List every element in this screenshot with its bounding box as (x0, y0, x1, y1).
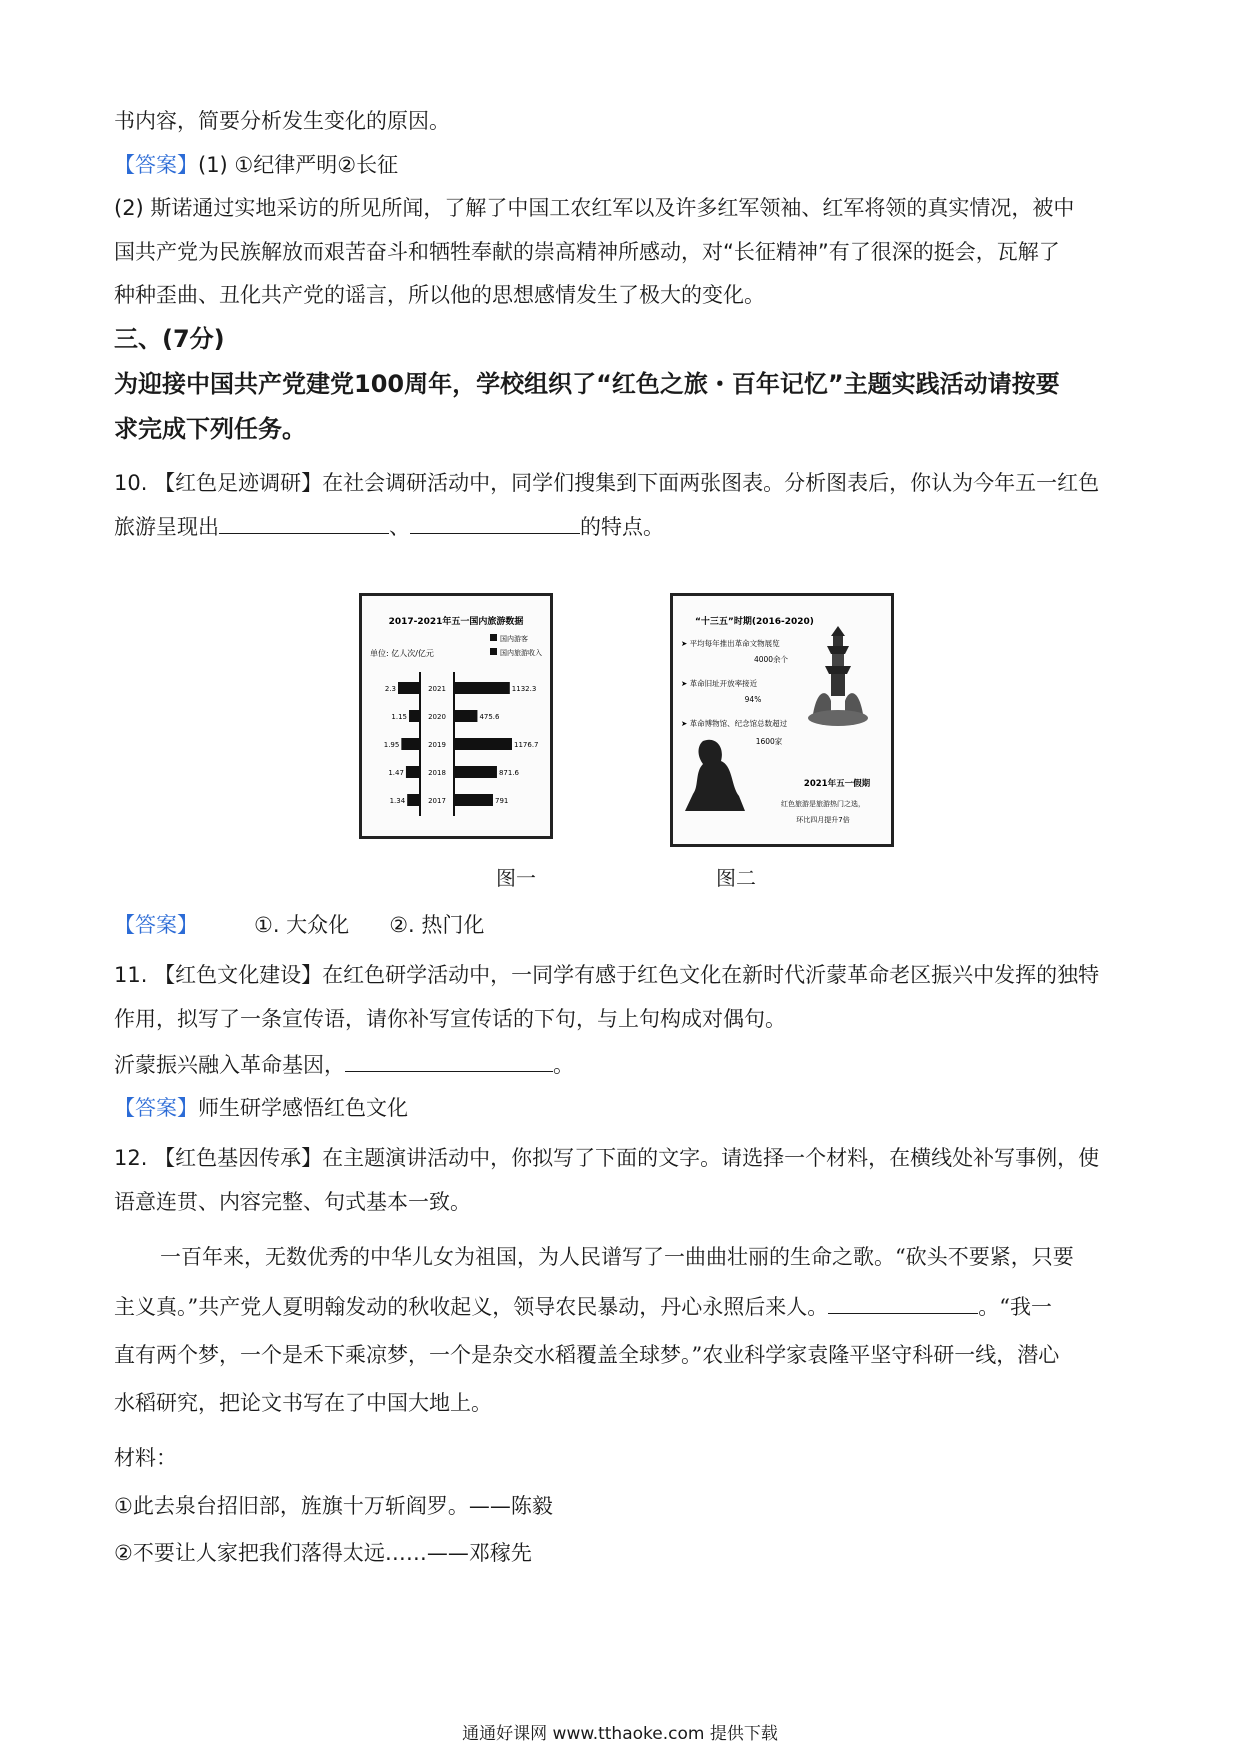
bar-income-2018 (454, 766, 497, 778)
chart-title: 2017-2021年五一国内旅游数据 (388, 617, 524, 627)
poster-text: 红色旅游是旅游热门之选， (781, 800, 865, 808)
figure-two-poster (673, 596, 891, 844)
material-item: ①此去泉台招旧部，旌旗十万斩阎罗。——陈毅 (114, 1494, 553, 1518)
passage-line: 直有两个梦，一个是禾下乘凉梦，一个是杂交水稻覆盖全球梦。”农业科学家袁隆平坚守科研一线，潜心 (114, 1343, 1060, 1367)
legend-swatch (490, 648, 497, 655)
figure-caption: 图二 (716, 866, 756, 890)
question-text: 、 (389, 515, 410, 539)
value-label-income: 871.6 (498, 769, 520, 777)
material-label: 材料： (114, 1446, 177, 1470)
poster-item: 1600家 (755, 737, 783, 746)
bar-visitors-2019 (401, 738, 420, 750)
poster-item: 4000余个 (753, 655, 789, 664)
passage-line (114, 1291, 1052, 1322)
bar-visitors-2017 (407, 794, 420, 806)
question-10: 10. 【红色足迹调研】在社会调研活动中，同学们搜集到下面两张图表。分析图表后，你认为今年五一红色 (114, 471, 1100, 495)
answer-text: ②. 热门化 (389, 913, 485, 937)
answer-line (114, 150, 398, 180)
figure-caption: 图一 (496, 866, 536, 890)
bar-income-2019 (454, 738, 512, 750)
pagoda-illustration (808, 626, 868, 726)
text-line: (2) 斯诺通过实地采访的所见所闻，了解了中国工农红军以及许多红军领袖、红军将领的真实情况，被中 (114, 196, 1075, 220)
text-line: 种种歪曲、丑化共产党的谣言，所以他的思想感情发生了极大的变化。 (114, 283, 765, 307)
answer-blank[interactable] (345, 1049, 553, 1072)
poster-item: ➤ 平均每年推出革命文物展览 (681, 639, 780, 648)
category-label: 2020 (428, 713, 446, 721)
answer-blank[interactable] (219, 511, 389, 534)
monument-illustration (685, 740, 745, 811)
section-intro: 为迎接中国共产党建党100周年，学校组织了“红色之旅・百年记忆”主题实践活动请按要 (114, 370, 1060, 398)
footer: 通通好课网 www.tthaoke.com 提供下载 (462, 1724, 778, 1744)
question-11-cont (114, 1049, 574, 1080)
poster-text: 环比四月提升7倍 (796, 816, 850, 824)
poster-title: “十三五”时期(2016-2020) (695, 617, 814, 627)
bar-income-2021 (454, 682, 510, 694)
legend-label: 国内旅游收入 (500, 649, 542, 657)
value-label-income: 1132.3 (511, 685, 537, 693)
passage-line: 水稻研究，把论文书写在了中国大地上。 (114, 1391, 492, 1415)
value-label-income: 791 (494, 797, 509, 805)
question-10-cont (114, 511, 664, 542)
value-label-visitors: 1.15 (391, 713, 407, 721)
value-label-visitors: 1.34 (389, 797, 406, 805)
text-line: 国共产党为民族解放而艰苦奋斗和牺牲奉献的崇高精神所感动，对“长征精神”有了很深的挺会，瓦解了 (114, 240, 1060, 264)
legend-label: 国内游客 (500, 635, 528, 643)
category-label: 2017 (428, 797, 446, 805)
question-text: 沂蒙振兴融入革命基因， (114, 1053, 345, 1077)
section-intro: 求完成下列任务。 (114, 415, 306, 443)
question-text: 的特点。 (580, 515, 664, 539)
legend-swatch (490, 634, 497, 641)
answer-text: 师生研学感悟红色文化 (198, 1096, 408, 1120)
category-label: 2018 (428, 769, 446, 777)
question-12-cont: 语意连贯、内容完整、句式基本一致。 (114, 1190, 471, 1214)
poster-item: ➤ 革命旧址开放率接近 (681, 679, 758, 688)
answer-text: ①. 大众化 (254, 913, 350, 937)
bar-income-2020 (454, 710, 477, 722)
figure-one (359, 593, 553, 839)
section-heading: 三、(7分) (114, 325, 225, 353)
value-label-visitors: 1.95 (383, 741, 400, 749)
poster-item: 94% (744, 695, 762, 704)
bar-visitors-2018 (406, 766, 420, 778)
bar-visitors-2020 (409, 710, 420, 722)
figure-one-chart (362, 596, 550, 836)
question-text: 旅游呈现出 (114, 515, 219, 539)
chart-unit: 单位: 亿人次/亿元 (370, 649, 434, 658)
answer-line (114, 1093, 408, 1123)
poster-item: ➤ 革命博物馆、纪念馆总数超过 (681, 719, 788, 728)
answer-tag: 【答案】 (114, 913, 198, 937)
category-label: 2021 (428, 685, 446, 693)
value-label-income: 1176.7 (514, 741, 539, 749)
text-line: 书内容，简要分析发生变化的原因。 (114, 109, 450, 133)
answer-blank[interactable] (828, 1291, 978, 1314)
answer-tag: 【答案】 (114, 153, 198, 177)
answer-text: (1) ①纪律严明②长征 (198, 153, 399, 177)
question-11-cont: 作用，拟写了一条宣传语，请你补写宣传话的下句，与上句构成对偶句。 (114, 1007, 786, 1031)
material-item: ②不要让人家把我们落得太远……——邓稼先 (114, 1541, 532, 1565)
question-text: 。 (553, 1053, 574, 1077)
bar-income-2017 (454, 794, 493, 806)
question-12: 12. 【红色基因传承】在主题演讲活动中，你拟写了下面的文字。请选择一个材料，在横线处补写事例，使 (114, 1146, 1100, 1170)
passage-line: 一百年来，无数优秀的中华儿女为祖国，为人民谱写了一曲曲壮丽的生命之歌。“砍头不要紧，只要 (160, 1245, 1074, 1269)
answer-blank[interactable] (410, 511, 580, 534)
value-label-visitors: 2.3 (384, 685, 396, 693)
poster-subtitle: 2021年五一假期 (803, 779, 871, 789)
answer-line (114, 910, 484, 940)
question-11: 11. 【红色文化建设】在红色研学活动中，一同学有感于红色文化在新时代沂蒙革命老区振兴中发挥的独特 (114, 963, 1100, 987)
figure-two (670, 593, 894, 847)
value-label-income: 475.6 (479, 713, 500, 721)
value-label-visitors: 1.47 (388, 769, 404, 777)
passage-text: 主义真。”共产党人夏明翰发动的秋收起义，领导农民暴动，丹心永照后来人。 (114, 1295, 829, 1319)
passage-text: 。“我一 (978, 1295, 1052, 1319)
bar-visitors-2021 (398, 682, 420, 694)
answer-tag: 【答案】 (114, 1096, 198, 1120)
category-label: 2019 (428, 741, 446, 749)
